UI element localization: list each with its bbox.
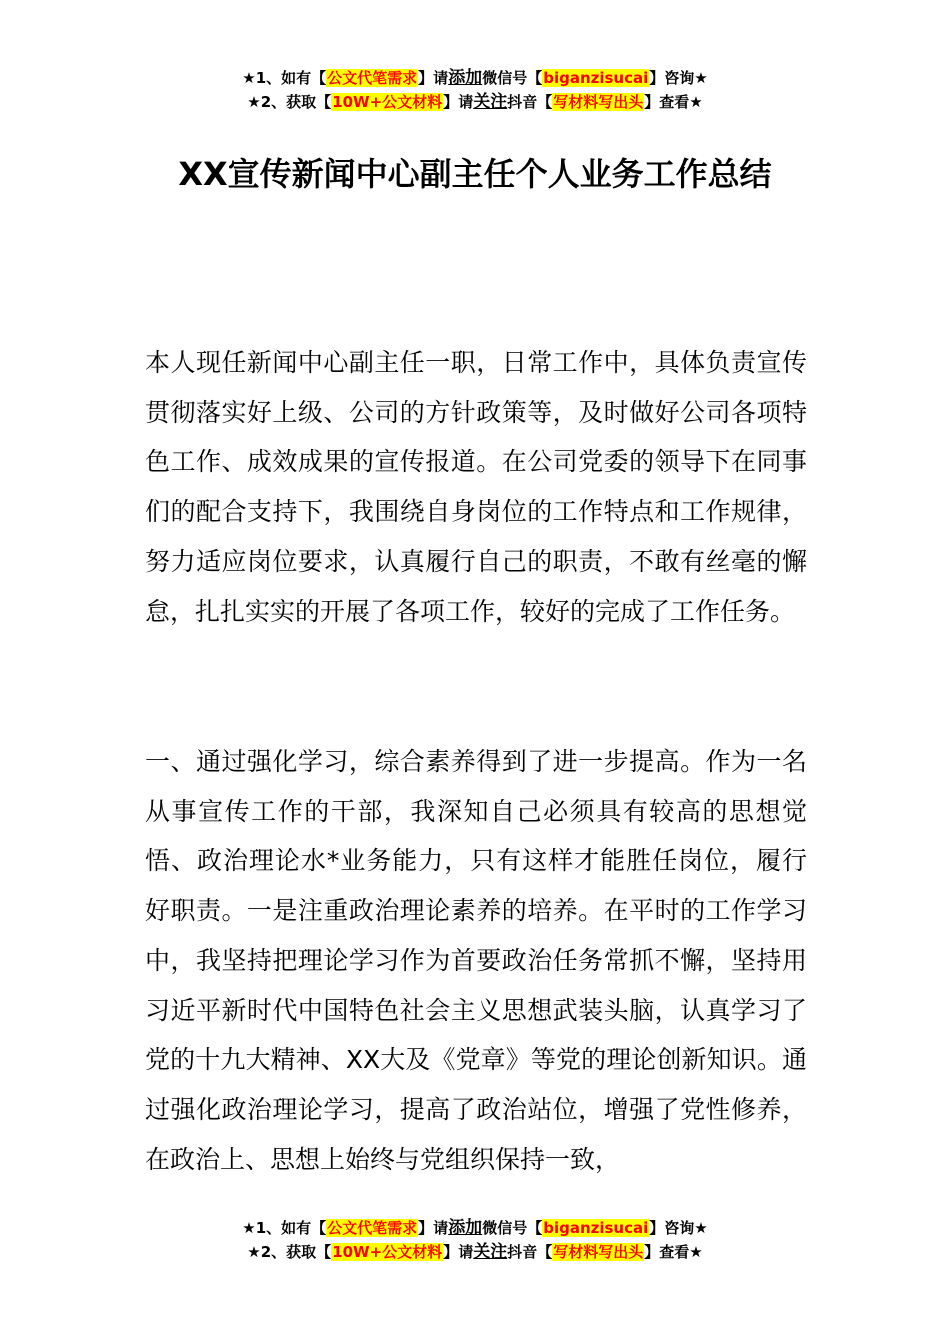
emphasis-add: 添加 <box>448 1218 483 1238</box>
banner-line-1: ★1、如有【公文代笔需求】请添加微信号【biganzisucai】咨询★ <box>242 68 708 88</box>
header-banner <box>0 66 950 114</box>
highlight-service: 公文代笔需求 <box>327 1219 418 1237</box>
banner-line-2: ★2、获取【10W+公文材料】请关注抖音【写材料写出头】查看★ <box>247 92 703 112</box>
highlight-materials: 10W+公文材料 <box>332 1243 443 1261</box>
emphasis-follow: 关注 <box>473 92 508 112</box>
paragraph-intro: 本人现任新闻中心副主任一职，日常工作中，具体负责宣传贯彻落实好上级、公司的方针政策等，及时做好公司各项特色工作、成效成果的宣传报道。在公司党委的领导下在同事们的配合支持下，我围绕自身岗位的工作特点和工作规律，努力适应岗位要求，认真履行自己的职责，不敢有丝毫的懈怠，扎扎实实的开展了各项工作，较好的完成了工作任务。 <box>145 348 807 626</box>
footer-banner <box>0 1216 950 1264</box>
document-title: XX宣传新闻中心副主任个人业务工作总结 <box>178 155 772 193</box>
banner-line-2: ★2、获取【10W+公文材料】请关注抖音【写材料写出头】查看★ <box>247 1242 703 1262</box>
highlight-wechat-id: biganzisucai <box>543 69 649 87</box>
highlight-douyin-id: 写材料写出头 <box>553 93 644 111</box>
highlight-materials: 10W+公文材料 <box>332 93 443 111</box>
highlight-service: 公文代笔需求 <box>327 69 418 87</box>
banner-line-1: ★1、如有【公文代笔需求】请添加微信号【biganzisucai】咨询★ <box>242 1218 708 1238</box>
highlight-wechat-id: biganzisucai <box>543 1219 649 1237</box>
highlight-douyin-id: 写材料写出头 <box>553 1243 644 1261</box>
emphasis-follow: 关注 <box>473 1242 508 1262</box>
paragraph-section-1: 一、通过强化学习，综合素养得到了进一步提高。作为一名从事宣传工作的干部，我深知自己必须具有较高的思想觉悟、政治理论水*业务能力，只有这样才能胜任岗位，履行好职责。一是注重政治理论素养的培养。在平时的工作学习中，我坚持把理论学习作为首要政治任务常抓不懈，坚持用习近平新时代中国特色社会主义思想武装头脑，认真学习了党的十九大精神、XX大及《党章》等党的理论创新知识。通过强化政治理论学习，提高了政治站位，增强了党性修养，在政治上、思想上始终与党组织保持一致， <box>145 747 807 1174</box>
emphasis-add: 添加 <box>448 68 483 88</box>
